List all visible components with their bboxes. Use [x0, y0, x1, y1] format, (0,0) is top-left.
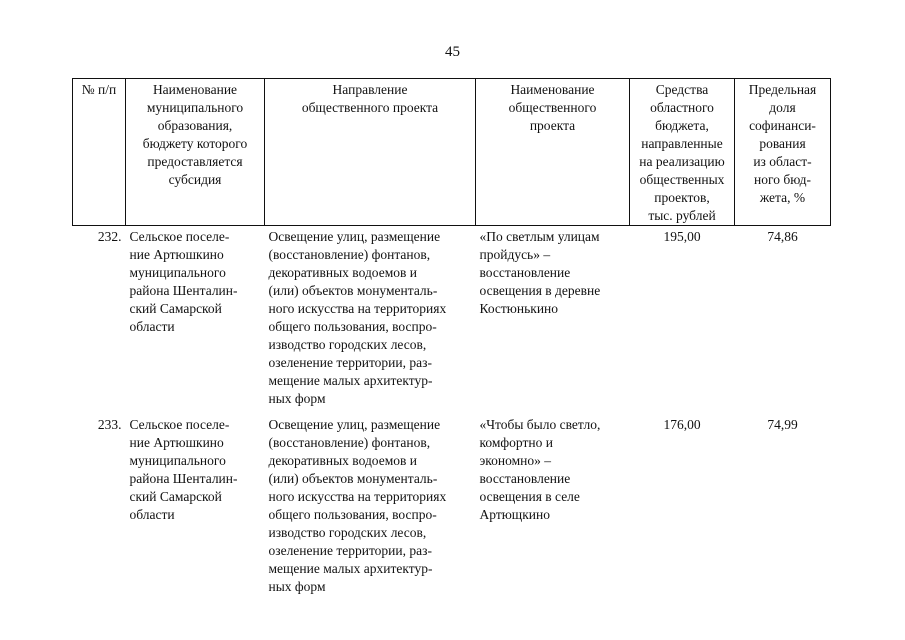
row-municipality: Сельское поселе- ние Артюшкино муниципального района Шенталин- ский Самарской области — [129, 417, 238, 522]
row-funds: 195,00 — [663, 229, 701, 244]
header-project-name: Наименование общественного проекта — [476, 79, 630, 226]
table-header-row — [73, 79, 831, 226]
header-share: Предельная доля софинанси- рования из област- ного бюд- жета, % — [735, 79, 831, 226]
row-share: 74,86 — [767, 229, 798, 244]
header-direction: Направление общественного проекта — [265, 79, 476, 226]
header-number: № п/п — [73, 79, 126, 226]
page-number: 45 — [445, 44, 460, 60]
row-direction: Освещение улиц, размещение (восстановление) фонтанов, декоративных водоемов и (или) объектов монументаль- ного искусства на территориях общего пользования, воспро- изводство городских лесов, озеленение территории, раз- мещение малых архитектур- ных форм — [268, 417, 447, 594]
row-share: 74,99 — [767, 417, 798, 432]
table-row — [73, 226, 831, 417]
header-funds: Средства областного бюджета, направленные на реализацию общественных проектов, тыс. рублей — [630, 79, 735, 226]
table-row — [73, 416, 831, 608]
row-project-name: «Чтобы было светло, комфортно и экономно» – восстановление освещения в селе Артющкино — [479, 417, 601, 522]
row-number: 232. — [97, 229, 122, 244]
row-direction: Освещение улиц, размещение (восстановление) фонтанов, декоративных водоемов и (или) объектов монументаль- ного искусства на территориях общего пользования, воспро- изводство городских лесов, озеленение территории, раз- мещение малых архитектур- ных форм — [268, 229, 447, 406]
subsidy-table — [72, 78, 831, 608]
header-municipality: Наименование муниципального образования, бюджету которого предоставляется субсидия — [126, 79, 265, 226]
row-funds: 176,00 — [663, 417, 701, 432]
row-municipality: Сельское поселе- ние Артюшкино муниципального района Шенталин- ский Самарской области — [129, 229, 238, 334]
row-number: 233. — [97, 417, 122, 432]
row-project-name: «По светлым улицам пройдусь» – восстановление освещения в деревне Костюнькино — [479, 229, 601, 316]
